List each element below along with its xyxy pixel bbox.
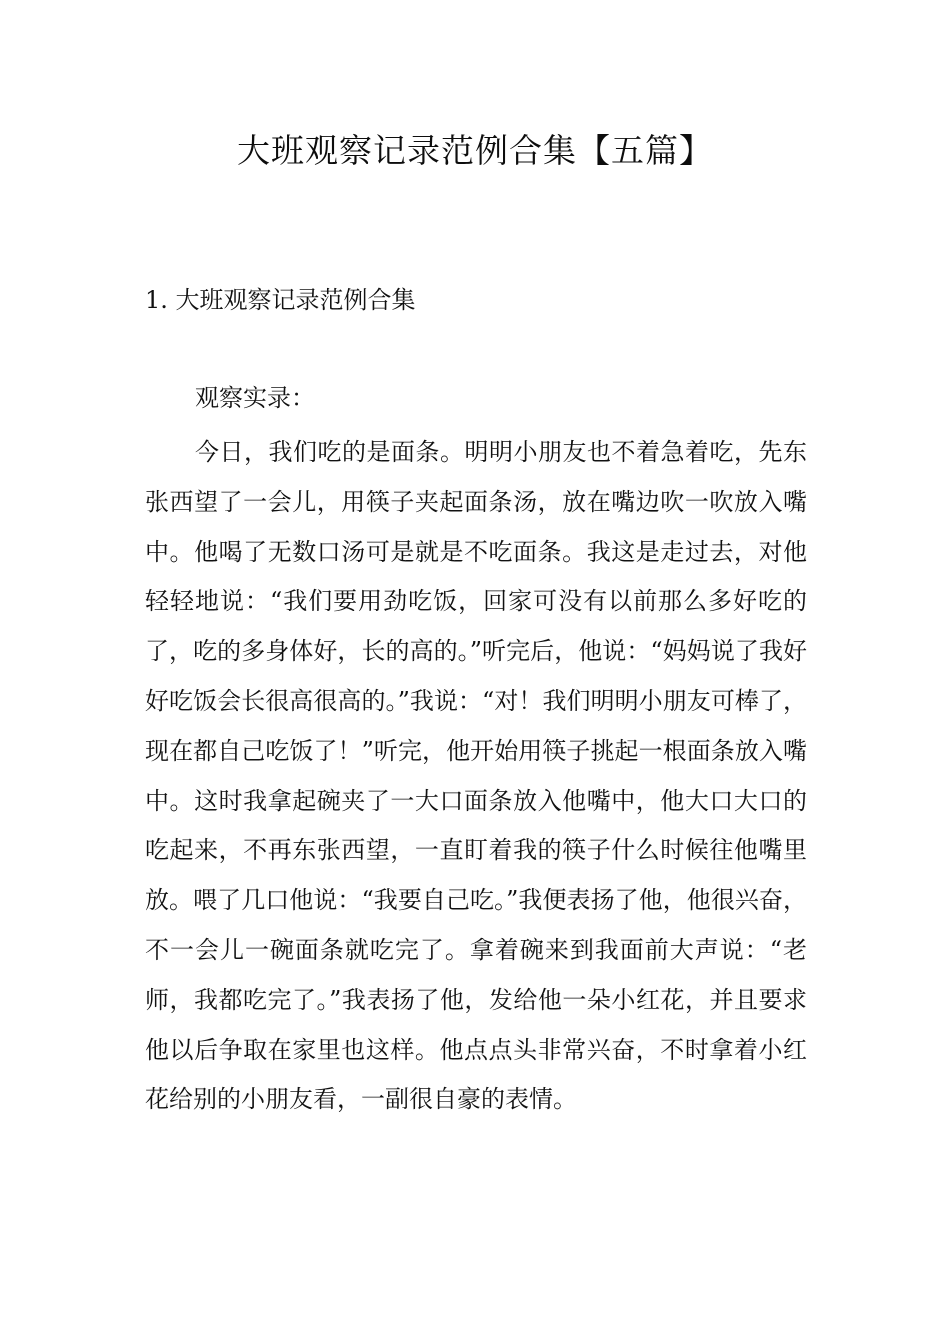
document-title: 大班观察记录范例合集【五篇】 xyxy=(237,131,713,170)
observation-paragraph: 今日，我们吃的是面条。明明小朋友也不着急着吃，先东张西望了一会儿，用筷子夹起面条汤，放在嘴边吹一吹放入嘴中。他喝了无数口汤可是就是不吃面条。我这是走过去，对他轻轻地说：“我们要用劲吃饭，回家可没有以前那么多好吃的了，吃的多身体好，长的高的。”听完后，他说：“妈妈说了我好好吃饭会长很高很高的。”我说：“对！我们明明小朋友可棒了，现在都自己吃饭了！”听完，他开始用筷子挑起一根面条放入嘴中。这时我拿起碗夹了一大口面条放入他嘴中，他大口大口的吃起来，不再东张西望，一直盯着我的筷子什么时候往他嘴里放。喂了几口他说：“我要自己吃。”我便表扬了他，他很兴奋，不一会儿一碗面条就吃完了。拿着碗来到我面前大声说：“老师，我都吃完了。”我表扬了他，发给他一朵小红花，并且要求他以后争取在家里也这样。他点点头非常兴奋，不时拿着小红花给别的小朋友看，一副很自豪的表情。 xyxy=(145,438,807,1114)
observation-label: 观察实录： xyxy=(195,384,315,412)
section-heading: 1. 大班观察记录范例合集 xyxy=(145,286,416,314)
